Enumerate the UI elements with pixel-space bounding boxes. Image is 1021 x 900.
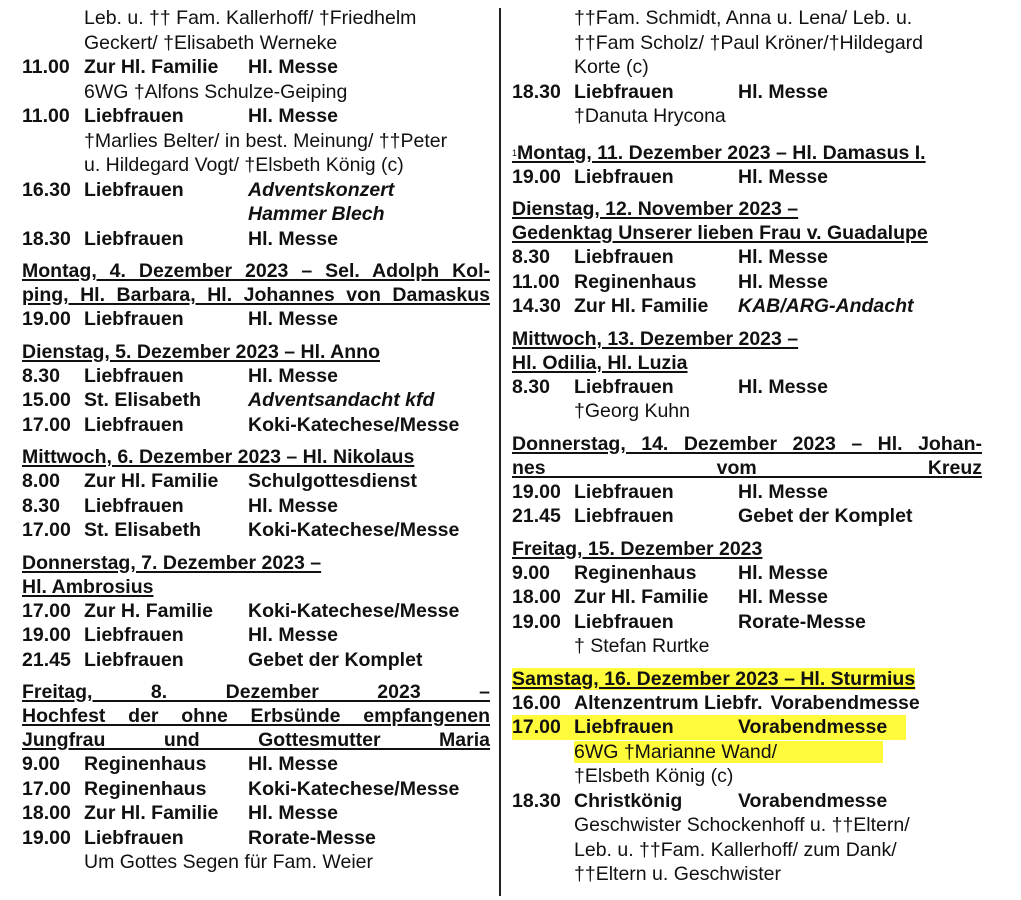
service-row: 11.00 Reginenhaus Hl. Messe [512, 270, 828, 293]
intention-note: ††Fam Scholz/ †Paul Kröner/†Hildegard [574, 31, 924, 54]
service-row: 19.00 Liebfrauen Hl. Messe [22, 624, 338, 646]
intention-note: ††Eltern u. Geschwister [574, 863, 782, 885]
intention-note: u. Hildegard Vogt/ †Elsbeth König (c) [84, 154, 404, 176]
intention-note: † Stefan Rurtke [574, 635, 710, 657]
intention-note: Korte (c) [574, 56, 649, 78]
service-row: 17.00 Zur H. Familie Koki-Katechese/Messe [22, 599, 460, 622]
intention-note: †Marlies Belter/ in best. Meinung/ ††Peter [84, 129, 448, 152]
service-row: 14.30 Zur Hl. Familie KAB/ARG-Andacht [512, 295, 914, 317]
left-column [22, 6, 490, 875]
intention-note-highlighted: 6WG †Marianne Wand/ [512, 740, 982, 765]
service-row: 11.00 Liebfrauen Hl. Messe [22, 105, 338, 127]
day-heading: Mittwoch, 6. Dezember 2023 – Hl. Nikolaus [22, 446, 415, 468]
service-row: 8.30 Liebfrauen Hl. Messe [22, 494, 338, 517]
intention-note: †Elsbeth König (c) [574, 765, 734, 787]
service-row: 16.30 Liebfrauen Adventskonzert [22, 178, 395, 201]
service-row: 18.30 Liebfrauen Hl. Messe [22, 227, 338, 250]
service-row: 8.30 Liebfrauen Hl. Messe [512, 375, 828, 398]
service-row: 19.00 Liebfrauen Rorate-Messe [22, 826, 376, 849]
day-heading: Mittwoch, 13. Dezember 2023 – Hl. Odilia, Hl. Luzia [512, 327, 799, 374]
day-heading: Donnerstag, 14. Dezember 2023 – Hl. Johan- nes vom Kreuz [512, 432, 982, 479]
intention-note: 6WG †Alfons Schulze-Geiping [84, 80, 348, 103]
day-heading: Montag, 4. Dezember 2023 – Sel. Adolph Kol- ping, Hl. Barbara, Hl. Johannes von Damaskus [22, 260, 490, 306]
service-row: 21.45 Liebfrauen Gebet der Komplet [512, 505, 913, 527]
intention-note: ††Fam. Schmidt, Anna u. Lena/ Leb. u. [574, 7, 913, 29]
right-column [512, 6, 982, 887]
service-row: 19.00 Liebfrauen Hl. Messe [512, 480, 828, 503]
service-row: 19.00 Liebfrauen Rorate-Messe [512, 610, 866, 633]
service-row: 19.00 Liebfrauen Hl. Messe [512, 165, 828, 188]
service-row-continued: Hammer Blech [248, 203, 385, 225]
day-heading: Dienstag, 5. Dezember 2023 – Hl. Anno [22, 340, 380, 363]
intention-note: Leb. u. ††Fam. Kallerhoff/ zum Dank/ [574, 838, 897, 861]
service-row: 11.00 Zur Hl. Familie Hl. Messe [22, 56, 338, 78]
service-row: 8.30 Liebfrauen Hl. Messe [22, 364, 338, 387]
service-row: 18.30 Christkönig Vorabendmesse [512, 789, 888, 812]
service-row: 9.00 Reginenhaus Hl. Messe [22, 753, 338, 775]
column-divider [499, 8, 501, 896]
service-row: 18.00 Zur Hl. Familie Hl. Messe [512, 586, 828, 608]
service-row: 18.30 Liebfrauen Hl. Messe [512, 80, 828, 103]
service-row: 16.00 Altenzentrum Liebfr. Vorabendmesse [512, 691, 920, 714]
service-row: 17.00 St. Elisabeth Koki-Katechese/Messe [22, 519, 460, 541]
day-heading: Donnerstag, 7. Dezember 2023 – Hl. Ambrosius [22, 551, 322, 598]
service-row: 17.00 Liebfrauen Koki-Katechese/Messe [22, 413, 460, 436]
service-row: 17.00 Reginenhaus Koki-Katechese/Messe [22, 777, 460, 800]
intention-note: Leb. u. †† Fam. Kallerhoff/ †Friedhelm [84, 7, 417, 29]
intention-note: †Danuta Hrycona [574, 105, 726, 127]
intention-note: Um Gottes Segen für Fam. Weier [84, 851, 373, 873]
highlight-mark: Samstag, 16. Dezember 2023 – Hl. Sturmius [512, 667, 916, 690]
service-row: 8.00 Zur Hl. Familie Schulgottesdienst [22, 470, 418, 492]
service-row: 18.00 Zur Hl. Familie Hl. Messe [22, 802, 338, 824]
service-row: 15.00 St. Elisabeth Adventsandacht kfd [22, 389, 435, 411]
intention-note: Geschwister Schockenhoff u. ††Eltern/ [574, 814, 910, 836]
day-heading: $^1$Montag, 11. Dezember 2023 – Hl. Damasus I. [512, 141, 926, 164]
day-heading: Dienstag, 12. November 2023 – Gedenktag Unserer lieben Frau v. Guadalupe [512, 198, 928, 244]
service-row: 21.45 Liebfrauen Gebet der Komplet [22, 648, 423, 671]
day-heading: Freitag, 8. Dezember 2023 – Hochfest der ohne Erbsünde empfangenen Jungfrau und Gottesmutter Maria [22, 681, 490, 751]
intention-note: †Georg Kuhn [574, 400, 691, 422]
footnote-mark: 1 [512, 147, 518, 158]
service-row: 9.00 Reginenhaus Hl. Messe [512, 561, 828, 584]
service-row-highlighted: 17.00 Liebfrauen Vorabendmesse [512, 715, 982, 740]
day-heading-highlighted [512, 667, 982, 691]
service-row: 19.00 Liebfrauen Hl. Messe [22, 308, 338, 330]
intention-note: Geckert/ †Elisabeth Werneke [84, 31, 338, 54]
service-row: 8.30 Liebfrauen Hl. Messe [512, 246, 828, 268]
day-heading: Freitag, 15. Dezember 2023 [512, 537, 763, 560]
